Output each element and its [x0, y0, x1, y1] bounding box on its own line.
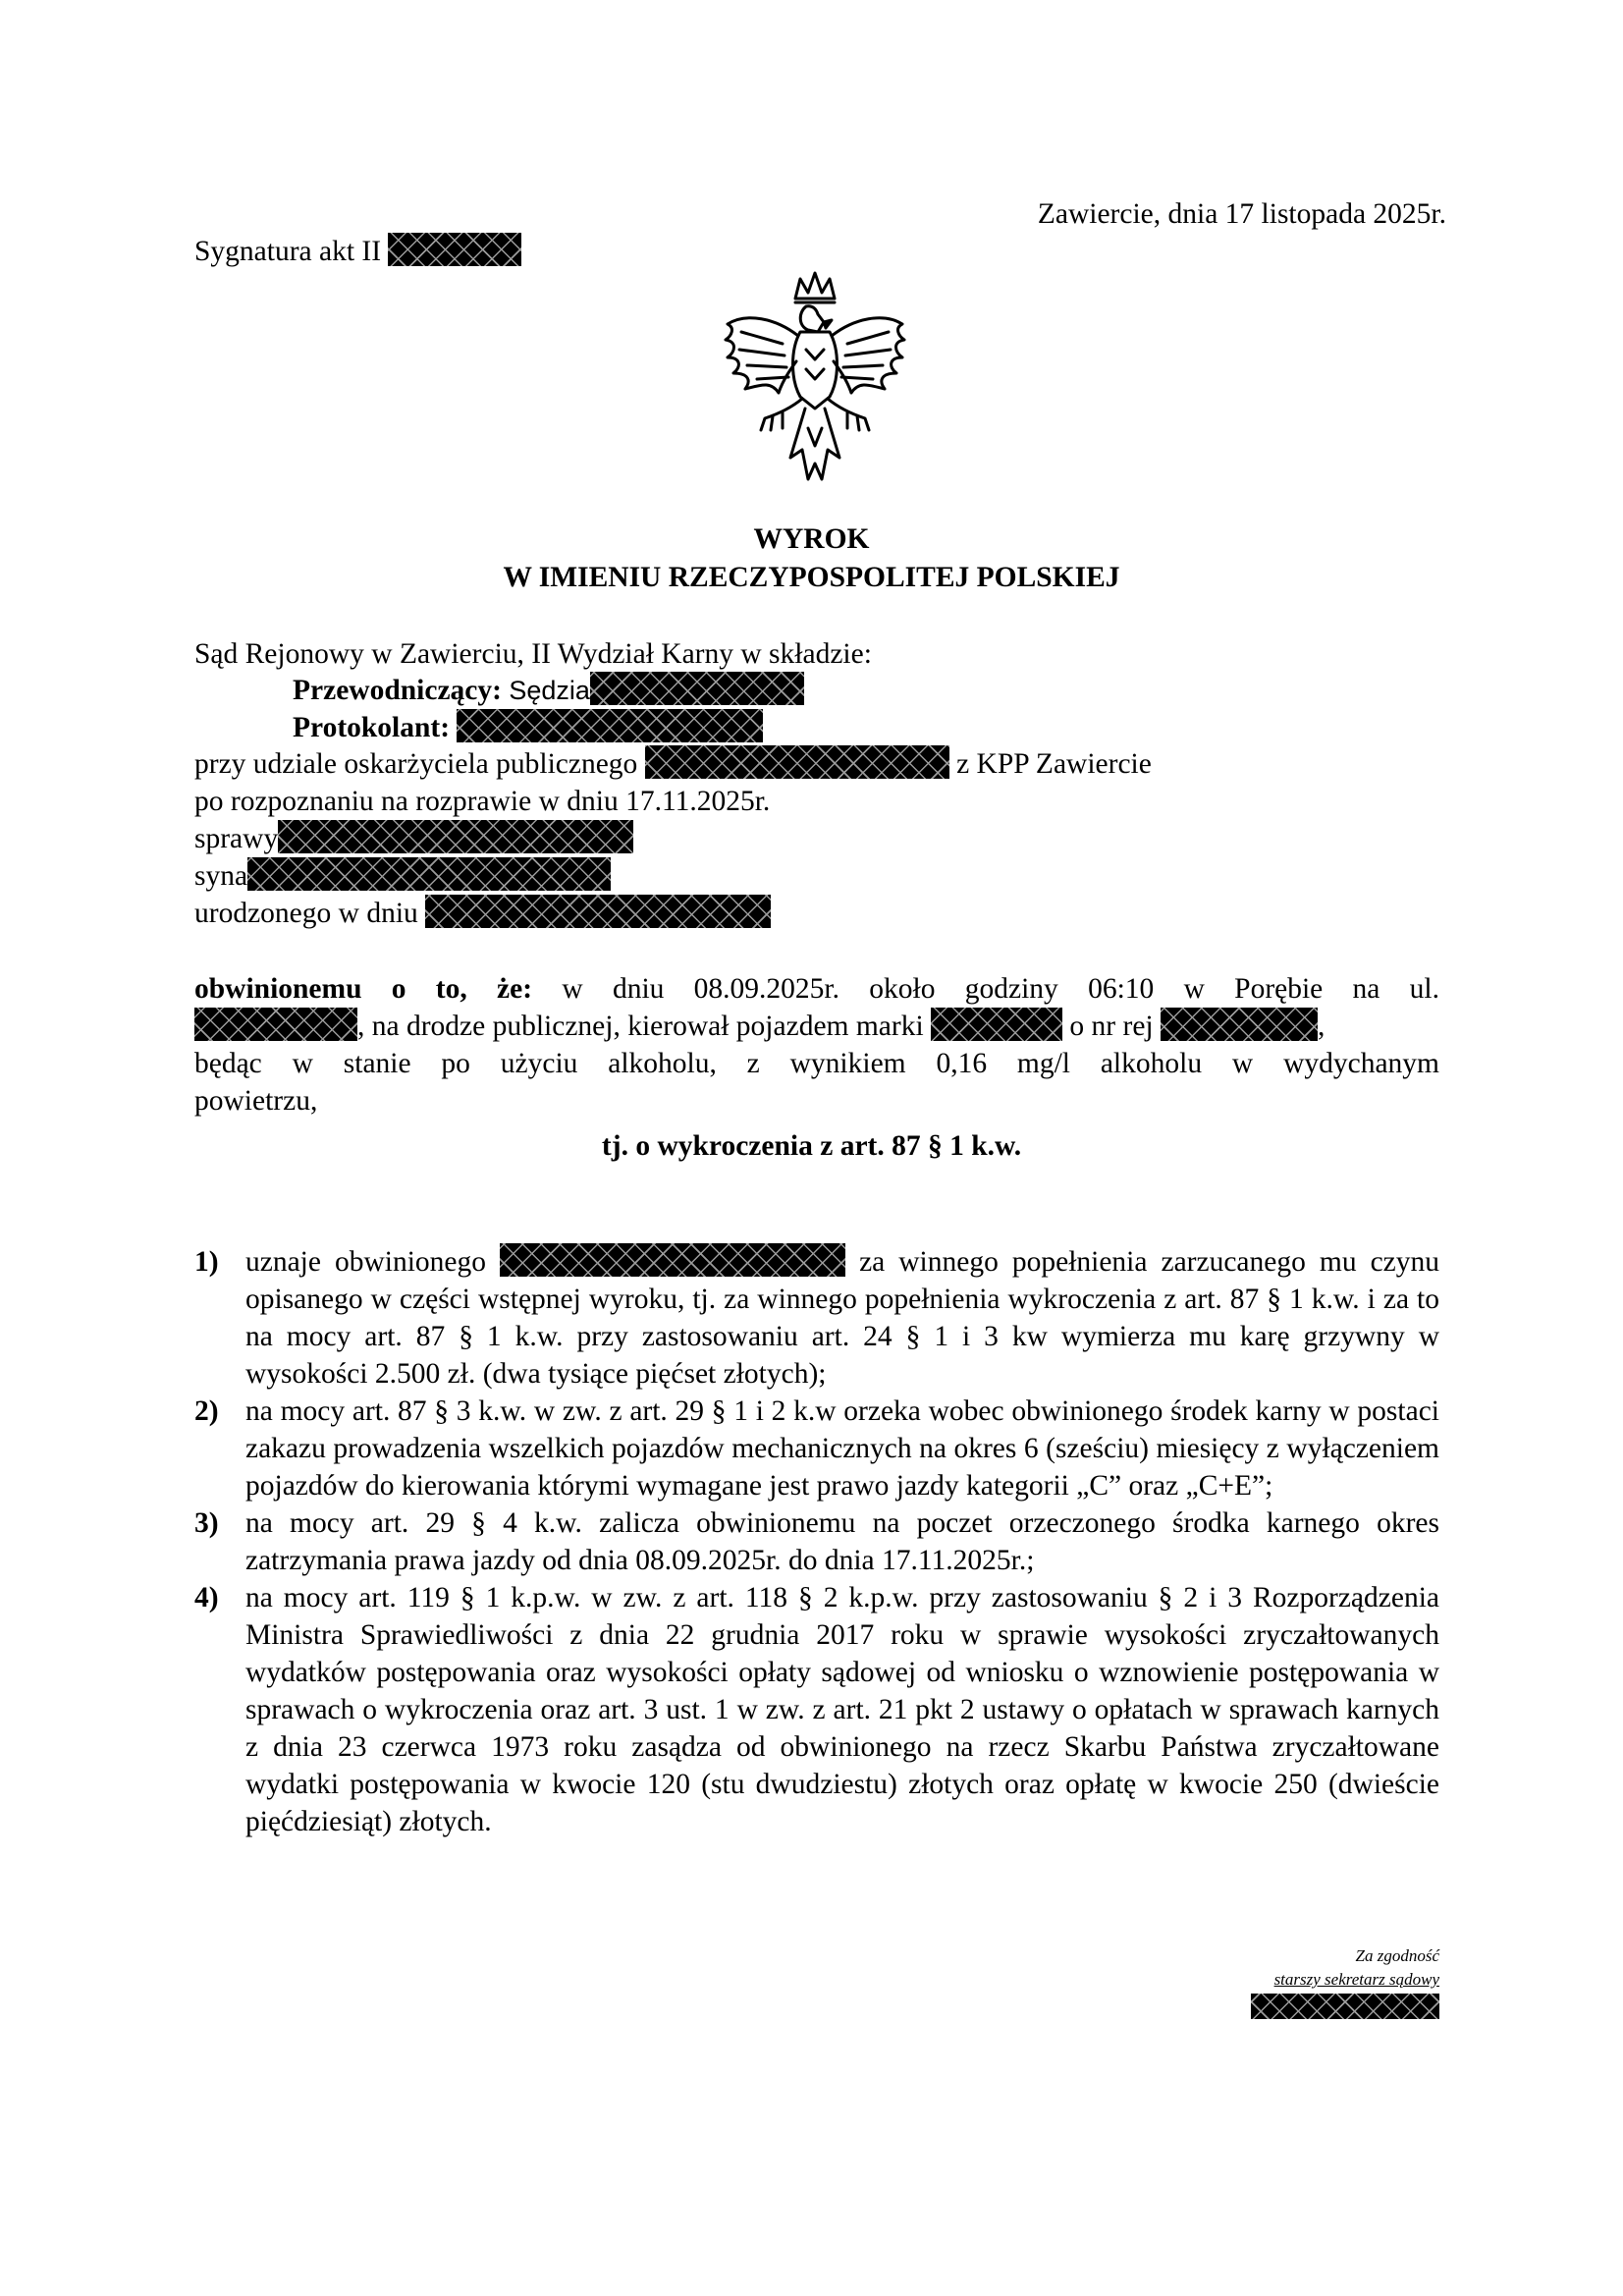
certification-line-1: Za zgodność [1355, 1946, 1439, 1965]
verdict-subtitle: W IMIENIU RZECZYPOSPOLITEJ POLSKIEJ [503, 562, 1120, 593]
birth-label: urodzonego w dniu [194, 898, 418, 929]
case-of-label: sprawy [194, 823, 279, 854]
ruling-item [194, 1579, 1439, 1840]
case-signature [194, 233, 521, 270]
clerk-line [293, 709, 763, 746]
son-of-line [194, 857, 611, 895]
clerk-label: Protokolant: [293, 712, 451, 743]
ruling-item-text: za winnego popełnienia zarzucanego mu czynu opisanego w części wstępnej wyroku, tj. za winnego popełnienia wykroczenia z art. 87 § 1 k.w. i za to na mocy art. 87 § 1 k.w. przy zastosowaniu art. 24 § 1 i 3 kw wymierza mu karę grzywny w wysokości 2.500 zł. (dwa tysiące pięćset złotych); [245, 1246, 1440, 1390]
prosecutor-suffix: z KPP Zawiercie [956, 748, 1152, 780]
certification-line-2: starszy sekretarz sądowy [1273, 1970, 1439, 1989]
charge-line-4: powietrzu, [194, 1085, 318, 1117]
ruling-list [194, 1243, 1439, 1840]
polish-eagle-emblem [722, 271, 908, 492]
redacted-street [194, 1008, 357, 1041]
ruling-item [194, 1504, 1439, 1579]
charge-line-3: będąc w stanie po użyciu alkoholu, z wynikiem 0,16 mg/l alkoholu w wydychanym [194, 1048, 1439, 1079]
redacted-defendant-name [278, 820, 633, 853]
ruling-item-number: 1) [194, 1246, 219, 1278]
son-of-label: syna [194, 860, 248, 892]
chairperson-label: Przewodniczący: [293, 675, 502, 706]
chairperson-line [293, 672, 804, 709]
charge-lead: obwinionemu o to, że: [194, 973, 533, 1005]
redacted-prosecutor-name [645, 745, 949, 779]
birth-line [194, 895, 771, 932]
ruling-item-text: na mocy art. 119 § 1 k.p.w. w zw. z art. 118 § 2 k.p.w. przy zastosowaniu § 2 i 3 Rozporządzenia Ministra Sprawiedliwości z dnia 22 grudnia 2017 roku w sprawie wysokości zryczałtowanych wydatków postępowania oraz wysokości opłaty sądowej od wniosku o wznowienie postępowania w sprawach o wykroczenia oraz art. 3 ust. 1 w zw. z art. 21 pkt 2 ustawy o opłatach w sprawach karnych z dnia 23 czerwca 1973 roku zasądza od obwinionego na rzecz Skarbu Państwa zryczałtowane wydatki postępowania w kwocie 120 (stu dwudziestu) złotych oraz opłatę w kwocie 250 (dwieście pięćdziesiąt) złotych. [245, 1582, 1439, 1837]
court-composition: Sąd Rejonowy w Zawierciu, II Wydział Karny w składzie: [194, 638, 872, 670]
redacted-clerk-name [457, 709, 763, 742]
case-of-line [194, 820, 633, 857]
ruling-item [194, 1393, 1439, 1504]
redacted-birth-details [425, 895, 771, 928]
redacted-defendant-name-ruling [500, 1243, 845, 1277]
redacted-vehicle-make [931, 1008, 1062, 1041]
ruling-item-text: na mocy art. 29 § 4 k.w. zalicza obwinionemu na poczet orzeczonego środka karnego okres zatrzymania prawa jazdy od dnia 08.09.2025r. do dnia 17.11.2025r.; [245, 1507, 1439, 1576]
chairperson-role: Sędzia [509, 676, 590, 705]
ruling-item-number: 4) [194, 1582, 219, 1613]
redacted-judge-name [590, 672, 804, 705]
redacted-case-number [388, 233, 521, 266]
prosecutor-prefix: przy udziale oskarżyciela publicznego [194, 748, 638, 780]
ruling-item-number: 2) [194, 1395, 219, 1427]
charge-line-2 [194, 1008, 1325, 1045]
legal-qualification: tj. o wykroczenia z art. 87 § 1 k.w. [601, 1130, 1022, 1162]
charge-line-1 [194, 970, 1439, 1008]
hearing-date: po rozpoznaniu na rozprawie w dniu 17.11.2025r. [194, 786, 771, 817]
ruling-item-number: 3) [194, 1507, 219, 1539]
charge-line-2-text-c: , [1317, 1011, 1325, 1042]
charge-line-2-text-b: o nr rej [1069, 1011, 1154, 1042]
place-and-date: Zawiercie, dnia 17 listopada 2025r. [1037, 198, 1446, 230]
redacted-parents-names [247, 857, 611, 891]
redacted-secretary-name [1251, 1994, 1439, 2019]
certification-block [1251, 1944, 1439, 2020]
ruling-item-text: na mocy art. 87 § 3 k.w. w zw. z art. 29 § 1 i 2 k.w orzeka wobec obwinionego środek karny w postaci zakazu prowadzenia wszelkich pojazdów mechanicznych na okres 6 (sześciu) miesięcy z wyłączeniem pojazdów do kierowania którymi wymagane jest prawo jazdy kategorii „C” oraz „C+E”; [245, 1395, 1439, 1502]
redacted-plate-number [1161, 1008, 1318, 1041]
ruling-item [194, 1243, 1439, 1393]
case-signature-label: Sygnatura akt II [194, 236, 382, 267]
verdict-title: WYROK [753, 523, 870, 555]
charge-line-1-text: w dniu 08.09.2025r. około godziny 06:10 w Porębie na ul. [562, 973, 1440, 1005]
prosecutor-line [194, 745, 1152, 783]
ruling-item-pre: uznaje obwinionego [245, 1246, 487, 1278]
charge-line-2-text-a: , na drodze publicznej, kierował pojazdem marki [357, 1011, 924, 1042]
